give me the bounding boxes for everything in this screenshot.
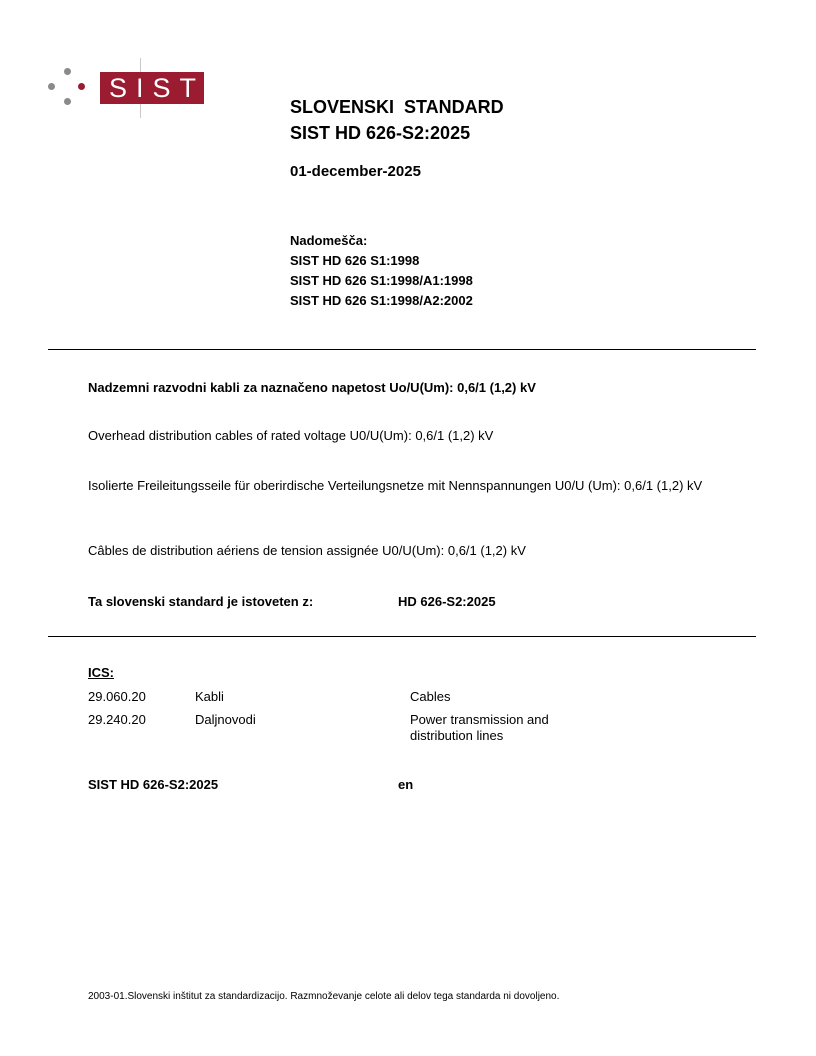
ics-english: Power transmission and distribution lines <box>410 712 549 743</box>
logo-dot-right <box>78 83 85 90</box>
ics-slovenian: Kabli <box>195 689 224 704</box>
replaces-block <box>290 231 473 311</box>
summary-language: en <box>398 777 414 792</box>
summary-code: SIST HD 626-S2:2025 <box>88 777 219 792</box>
ics-slovenian: Daljnovodi <box>195 712 256 727</box>
ics-row <box>88 712 688 744</box>
ics-code: 29.240.20 <box>88 712 146 727</box>
divider-top <box>48 349 756 350</box>
logo-dot-bottom <box>64 98 71 105</box>
ics-code: 29.060.20 <box>88 689 146 704</box>
identical-label: Ta slovenski standard je istoveten z: <box>88 594 314 609</box>
ics-label: ICS: <box>88 665 114 680</box>
title-french: Câbles de distribution aériens de tension assignée U0/U(Um): 0,6/1 (1,2) kV <box>88 543 526 558</box>
title-german: Isolierte Freileitungsseile für oberirdische Verteilungsnetze mit Nennspannungen U0/U (Um): 0,6/1 (1,2) kV <box>88 478 703 493</box>
title-slovenian: Nadzemni razvodni kabli za naznačeno napetost Uo/U(Um): 0,6/1 (1,2) kV <box>88 380 536 395</box>
standard-type-title: SLOVENSKI STANDARD <box>290 97 504 117</box>
standard-code: SIST HD 626-S2:2025 <box>290 123 471 143</box>
copyright-footer: 2003-01.Slovenski inštitut za standardizacijo. Razmnoževanje celote ali delov tega standarda ni dovoljeno. <box>88 991 560 1002</box>
replaced-standard: SIST HD 626 S1:1998 <box>290 253 420 268</box>
replaced-standard: SIST HD 626 S1:1998/A1:1998 <box>290 273 473 288</box>
identical-value: HD 626-S2:2025 <box>398 594 496 609</box>
replaced-standard: SIST HD 626 S1:1998/A2:2002 <box>290 293 473 308</box>
divider-bottom <box>48 636 756 637</box>
ics-english: Cables <box>410 689 451 704</box>
logo-dots-icon <box>48 68 88 110</box>
standard-date: 01-december-2025 <box>290 163 421 180</box>
sist-logo: SIST <box>100 72 204 104</box>
logo-dot-top <box>64 68 71 75</box>
replaces-label: Nadomešča: <box>290 233 368 248</box>
title-english: Overhead distribution cables of rated voltage U0/U(Um): 0,6/1 (1,2) kV <box>88 428 494 443</box>
logo-dot-left <box>48 83 55 90</box>
